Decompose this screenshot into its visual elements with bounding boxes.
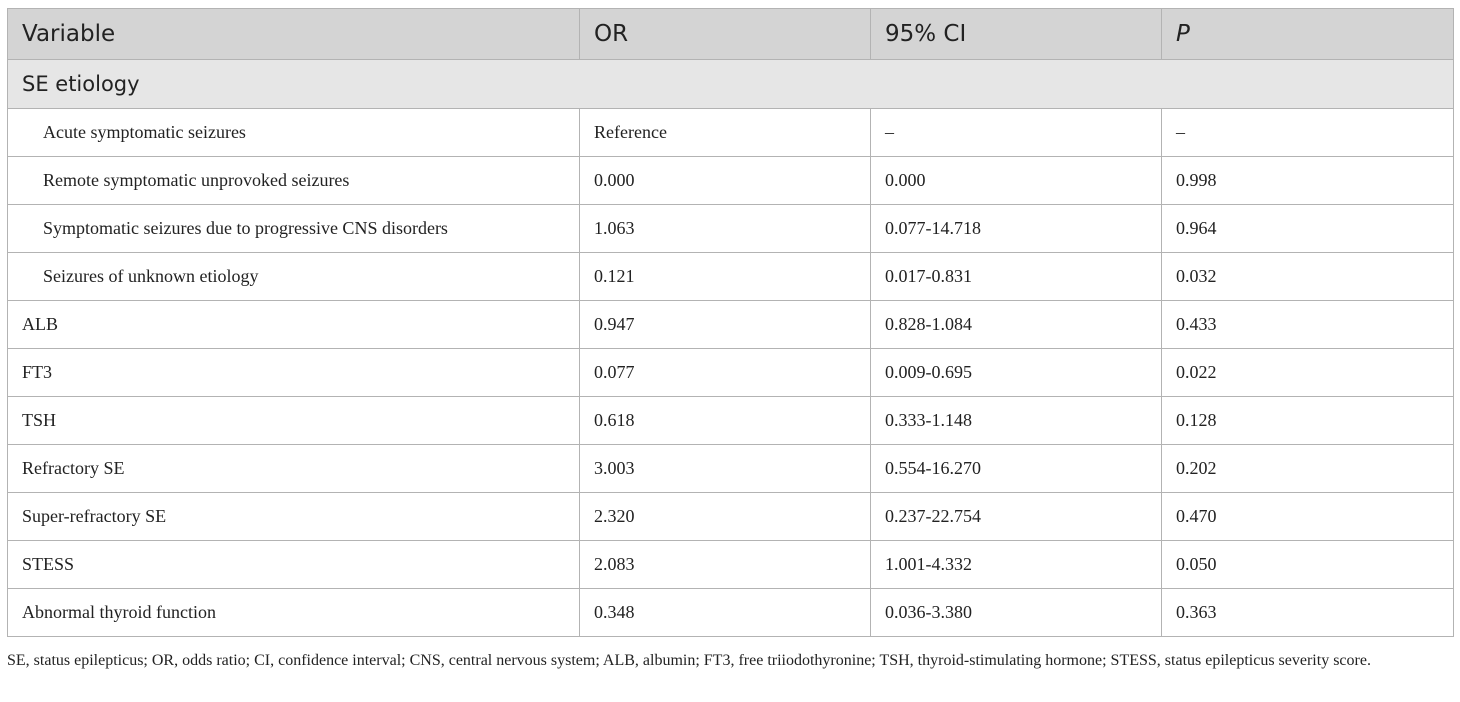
table-row [8, 205, 1454, 253]
cell-or: 0.947 [580, 301, 871, 349]
header-or: OR [580, 9, 871, 60]
table-row [8, 493, 1454, 541]
cell-p: 0.964 [1162, 205, 1454, 253]
cell-or: 2.320 [580, 493, 871, 541]
cell-variable: Remote symptomatic unprovoked seizures [8, 157, 580, 205]
table-header-row [8, 9, 1454, 60]
cell-p: 0.363 [1162, 589, 1454, 637]
cell-variable: Abnormal thyroid function [8, 589, 580, 637]
table-row [8, 349, 1454, 397]
cell-or: 0.348 [580, 589, 871, 637]
cell-or: 0.000 [580, 157, 871, 205]
cell-variable: FT3 [8, 349, 580, 397]
odds-ratio-table [7, 8, 1454, 637]
header-variable: Variable [8, 9, 580, 60]
cell-variable: Super-refractory SE [8, 493, 580, 541]
cell-p: 0.032 [1162, 253, 1454, 301]
cell-variable: Seizures of unknown etiology [8, 253, 580, 301]
cell-ci: 0.828-1.084 [871, 301, 1162, 349]
header-p: P [1162, 9, 1454, 60]
cell-ci: 0.077-14.718 [871, 205, 1162, 253]
table-row [8, 157, 1454, 205]
cell-or: Reference [580, 109, 871, 157]
cell-ci: 0.000 [871, 157, 1162, 205]
table-row [8, 445, 1454, 493]
cell-ci: 0.017-0.831 [871, 253, 1162, 301]
table-footnote: SE, status epilepticus; OR, odds ratio; CI, confidence interval; CNS, central nervous system; ALB, albumin; FT3, free triiodothyronine; TSH, thyroid-stimulating hormone; STESS, status epilepticus severity score. [7, 652, 1371, 669]
cell-ci: 0.333-1.148 [871, 397, 1162, 445]
cell-p: 0.050 [1162, 541, 1454, 589]
cell-or: 3.003 [580, 445, 871, 493]
cell-ci: 0.036-3.380 [871, 589, 1162, 637]
cell-variable: Refractory SE [8, 445, 580, 493]
cell-or: 0.077 [580, 349, 871, 397]
cell-p: – [1162, 109, 1454, 157]
cell-variable: Acute symptomatic seizures [8, 109, 580, 157]
cell-p: 0.128 [1162, 397, 1454, 445]
cell-variable: TSH [8, 397, 580, 445]
table-row [8, 541, 1454, 589]
cell-ci: 1.001-4.332 [871, 541, 1162, 589]
cell-variable: STESS [8, 541, 580, 589]
cell-ci: 0.237-22.754 [871, 493, 1162, 541]
table-row [8, 109, 1454, 157]
cell-p: 0.022 [1162, 349, 1454, 397]
group-label: SE etiology [8, 60, 1454, 109]
cell-ci: – [871, 109, 1162, 157]
cell-or: 0.618 [580, 397, 871, 445]
cell-or: 2.083 [580, 541, 871, 589]
group-row-se-etiology [8, 60, 1454, 109]
table-row [8, 253, 1454, 301]
cell-ci: 0.554-16.270 [871, 445, 1162, 493]
header-ci: 95% CI [871, 9, 1162, 60]
cell-p: 0.202 [1162, 445, 1454, 493]
cell-variable: Symptomatic seizures due to progressive CNS disorders [8, 205, 580, 253]
table-row [8, 589, 1454, 637]
cell-or: 0.121 [580, 253, 871, 301]
cell-p: 0.433 [1162, 301, 1454, 349]
table-row [8, 301, 1454, 349]
cell-p: 0.998 [1162, 157, 1454, 205]
results-table-container [7, 8, 1453, 637]
table-row [8, 397, 1454, 445]
cell-or: 1.063 [580, 205, 871, 253]
cell-p: 0.470 [1162, 493, 1454, 541]
cell-variable: ALB [8, 301, 580, 349]
cell-ci: 0.009-0.695 [871, 349, 1162, 397]
